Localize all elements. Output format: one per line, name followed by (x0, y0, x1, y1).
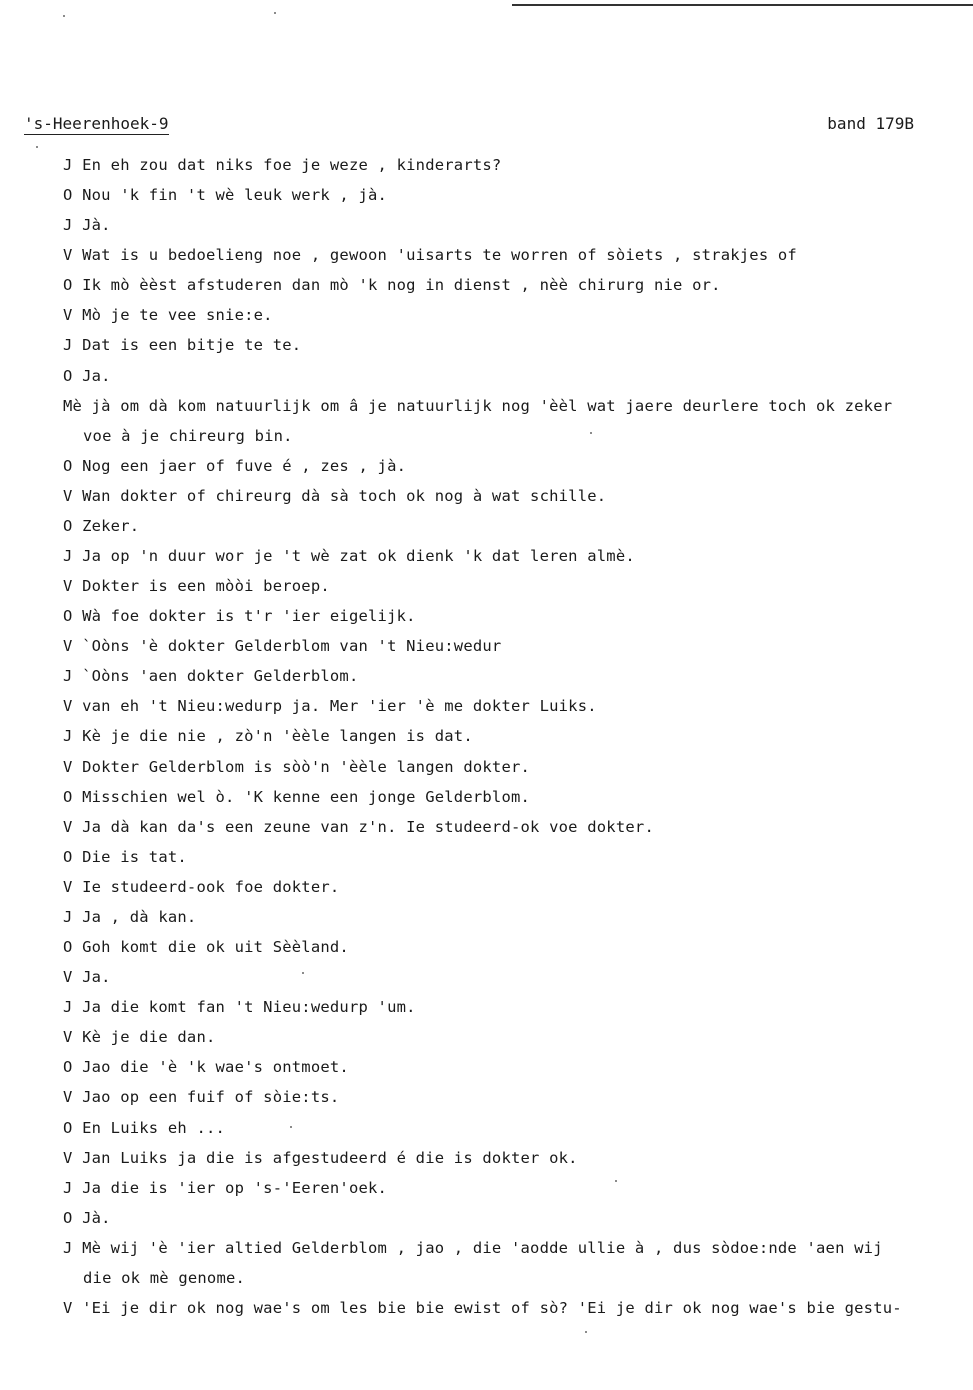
transcript-line: V Ja. (63, 968, 111, 987)
paper-speck (36, 146, 38, 148)
transcript-line: O Ja. (63, 366, 111, 385)
transcript-line: O En Luiks eh ... (63, 1118, 226, 1137)
transcript-line: V Jao op een fuif of sòie:ts. (63, 1088, 340, 1107)
paper-speck (274, 12, 276, 14)
transcript-line: O Wà foe dokter is t'r 'ier eigelijk. (63, 607, 416, 626)
transcript-line: J Ja , dà kan. (63, 907, 197, 926)
paper-speck (302, 972, 304, 974)
transcript-line: V Dokter Gelderblom is sòò'n 'èèle langen dokter. (63, 757, 531, 776)
transcript-line: V Dokter is een mòòi beroep. (63, 577, 330, 596)
transcript-line: V 'Ei je dir ok nog wae's om les bie bie ewist of sò? 'Ei je dir ok nog wae's bie gestu- (63, 1298, 902, 1317)
tape-number-label: band 179B (827, 114, 914, 133)
transcript-line: V Wat is u bedoelieng noe , gewoon 'uisarts te worren of sòiets , strakjes of (63, 246, 797, 265)
transcript-line: V Ie studeerd-ook foe dokter. (63, 877, 340, 896)
paper-speck (290, 1126, 292, 1128)
transcript-line: V Wan dokter of chireurg dà sà toch ok nog à wat schille. (63, 486, 607, 505)
transcript-line: Mè jà om dà kom natuurlijk om â je natuurlijk nog 'èèl wat jaere deurlere toch ok zeker (63, 396, 893, 415)
transcript-line: J Mè wij 'è 'ier altied Gelderblom , jao , die 'aodde ullie à , dus sòdoe:nde 'aen wij (63, 1238, 883, 1257)
transcript-line: V Jan Luiks ja die is afgestudeerd é die is dokter ok. (63, 1148, 578, 1167)
transcript-line-continuation: voe à je chireurg bin. (83, 426, 293, 445)
transcript-line: O Goh komt die ok uit Sèèland. (63, 938, 349, 957)
transcript-line: V Mò je te vee snie:e. (63, 306, 273, 325)
transcript-line: O Zeker. (63, 516, 140, 535)
transcript-line: O Nog een jaer of fuve é , zes , jà. (63, 456, 407, 475)
transcript-line: O Misschien wel ò. 'K kenne een jonge Gelderblom. (63, 787, 531, 806)
transcript-line: O Jà. (63, 1208, 111, 1227)
top-rule (512, 4, 973, 6)
transcript-line: O Die is tat. (63, 847, 187, 866)
transcript-line: J Kè je die nie , zò'n 'èèle langen is dat. (63, 727, 473, 746)
transcript-line: J Dat is een bitje te te. (63, 336, 302, 355)
paper-speck (63, 15, 65, 17)
transcript-line: V Ja dà kan da's een zeune van z'n. Ie studeerd-ok voe dokter. (63, 817, 654, 836)
transcript-line: J Jà. (63, 216, 111, 235)
transcript-line: J Ja op 'n duur wor je 't wè zat ok dienk 'k dat leren almè. (63, 547, 635, 566)
transcript-line: J En eh zou dat niks foe je weze , kinderarts? (63, 156, 502, 174)
transcript-line: J Ja die is 'ier op 's-'Eeren'oek. (63, 1178, 388, 1197)
paper-speck (615, 1180, 617, 1182)
transcript-line-continuation: die ok mè genome. (83, 1268, 246, 1287)
transcript-line: O Ik mò èèst afstuderen dan mò 'k nog in dienst , nèè chirurg nie or. (63, 276, 721, 295)
page-header (24, 114, 924, 136)
transcript-line: J `Oòns 'aen dokter Gelderblom. (63, 667, 359, 686)
paper-speck (585, 1331, 587, 1333)
paper-speck (590, 432, 592, 434)
transcript-line: V van eh 't Nieu:wedurp ja. Mer 'ier 'è me dokter Luiks. (63, 697, 597, 716)
transcript-line: O Nou 'k fin 't wè leuk werk , jà. (63, 186, 388, 205)
transcript-line: O Jao die 'è 'k wae's ontmoet. (63, 1058, 349, 1077)
interview-location-label: 's-Heerenhoek-9 (24, 114, 169, 133)
transcript-line: V `Oòns 'è dokter Gelderblom van 't Nieu:wedur (63, 637, 502, 656)
transcript-body (63, 154, 953, 1327)
transcript-line: V Kè je die dan. (63, 1028, 216, 1047)
transcript-line: J Ja die komt fan 't Nieu:wedurp 'um. (63, 998, 416, 1017)
